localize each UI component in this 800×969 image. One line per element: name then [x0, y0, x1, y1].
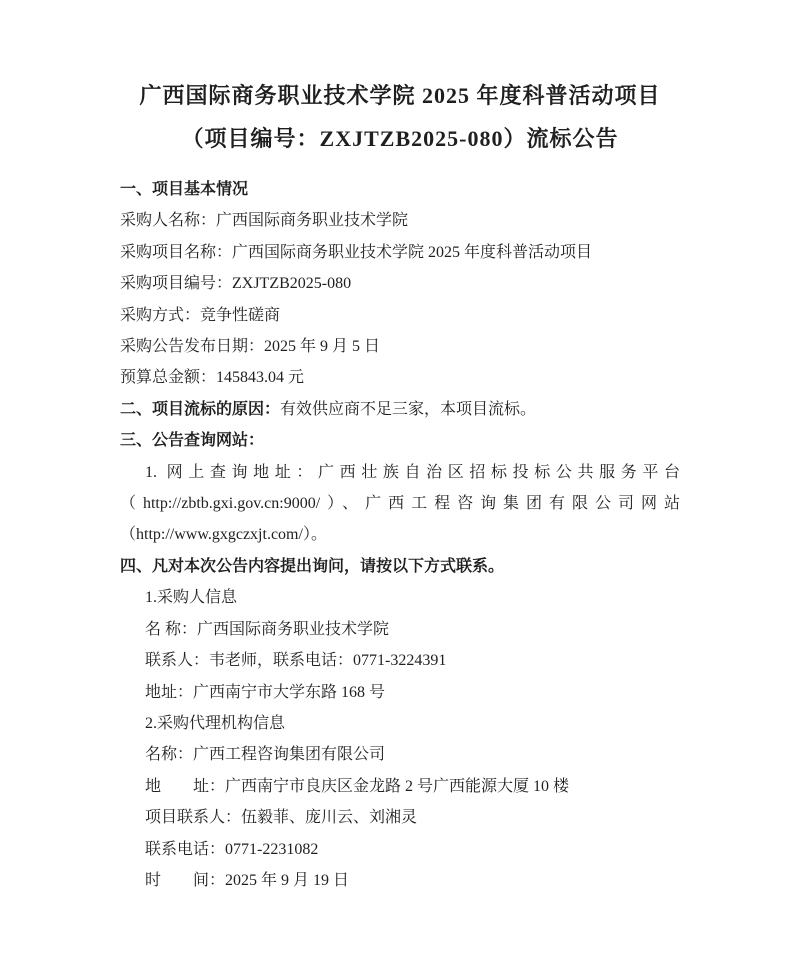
announcement-date-line: 时 间：2025 年 9 月 19 日: [145, 871, 350, 889]
budget-line: 预算总金额：145843.04 元: [120, 369, 305, 387]
procurement-method-line: 采购方式：竞争性磋商: [120, 306, 281, 324]
query-address-line-1: 1. 网上查询地址：广西壮族自治区招标投标公共服务平台: [145, 463, 680, 481]
agency-info-address: 地 址：广西南宁市良庆区金龙路 2 号广西能源大厦 10 楼: [145, 777, 570, 795]
section4-heading: 四、凡对本次公告内容提出询问，请按以下方式联系。: [120, 557, 505, 575]
announce-date-line: 采购公告发布日期：2025 年 9 月 5 日: [120, 338, 381, 356]
section2-reason: 有效供应商不足三家，本项目流标。: [280, 400, 537, 418]
document-body: [120, 174, 680, 896]
document-title: [120, 74, 680, 160]
project-name-line: 采购项目名称：广西国际商务职业技术学院 2025 年度科普活动项目: [120, 243, 593, 261]
agency-info-heading: 2.采购代理机构信息: [145, 714, 286, 732]
purchaser-info-address: 地址：广西南宁市大学东路 168 号: [145, 683, 386, 701]
purchaser-info-contact: 联系人：韦老师，联系电话：0771-3224391: [145, 652, 447, 670]
query-address-line-2: （http://zbtb.gxi.gov.cn:9000/）、广西工程咨询集团有限公司网站: [120, 495, 680, 513]
query-address-line-3: （http://www.gxgczxjt.com/）。: [120, 526, 327, 544]
section3-heading: 三、公告查询网站：: [120, 432, 265, 450]
agency-info-contacts: 项目联系人：伍毅菲、庞川云、刘湘灵: [145, 809, 418, 827]
purchaser-info-name: 名 称：广西国际商务职业技术学院: [145, 620, 390, 638]
agency-info-name: 名称：广西工程咨询集团有限公司: [145, 746, 386, 764]
section1-heading: 一、项目基本情况: [120, 181, 249, 198]
project-code-line: 采购项目编号：ZXJTZB2025-080: [120, 275, 352, 293]
title-line-1: 广西国际商务职业技术学院 2025 年度科普活动项目: [139, 83, 661, 108]
title-line-2: （项目编号：ZXJTZB2025-080）流标公告: [181, 126, 619, 151]
purchaser-info-heading: 1.采购人信息: [145, 589, 238, 607]
agency-info-phone: 联系电话：0771-2231082: [145, 840, 319, 858]
section2-line: [120, 394, 680, 425]
purchaser-name-line: 采购人名称：广西国际商务职业技术学院: [120, 212, 409, 230]
section2-heading: 二、项目流标的原因：: [120, 400, 281, 418]
